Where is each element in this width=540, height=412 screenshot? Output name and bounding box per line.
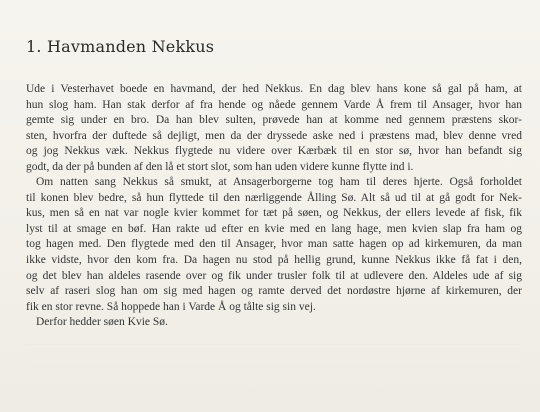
text-line: Derfor hedder søen Kvie Sø. <box>36 316 168 329</box>
text-line: til konen blev bedre, så hun flyttede til den nærliggende Ålling Sø. Alt så ud til at gå godt for Nek- <box>26 191 522 204</box>
text-line: og jog Nekkus væk. Nekkus flygtede nu videre over Kærbæk til en stor sø, hvor han befandt sig <box>26 145 522 158</box>
text-line: godt, da der på bunden af den lå et stort slot, som han uden videre kunne flytte ind i. <box>26 160 414 173</box>
text-line: ikke vidste, hvor den kom fra. Da hagen nu stod på hellig grund, kunne Nekkus ikke få fat i den, <box>26 254 522 267</box>
story-text <box>26 82 522 331</box>
text-line: lyst til at smage en bøf. Han rakte ud efter en kvie med en lang hage, men kvien slap fra ham og <box>26 222 522 235</box>
text-line: selv af raseri slog han om sig med hagen og ramte derved det nordøstre hjørne af kirkemuren, der <box>26 285 522 298</box>
text-line: Om natten sang Nekkus så smukt, at Ansagerborgerne tog ham til deres hjerte. Også forholdet <box>36 176 522 189</box>
text-line: Ude i Vesterhavet boede en havmand, der hed Nekkus. En dag blev hans kone så gal på ham, at <box>26 83 522 95</box>
text-line: og det blev han aldeles rasende over og fik under trusler folk til at udlevere den. Aldeles ude af sig <box>26 269 522 282</box>
text-line: kus, men så en nat var nogle kvier kommet for tæt på søen, og Nekkus, der ellers levede af fisk, fik <box>26 207 522 220</box>
text-line: gemte sig under en bro. Da han blev sulten, prøvede han at komme ned gennem præstens skor- <box>26 114 522 127</box>
text-line: hun slog ham. Han stak derfor af fra hende og nåede gennem Varde Å frem til Ansager, hvor han <box>26 98 522 111</box>
page-title: 1. Havmanden Nekkus <box>26 37 215 56</box>
page-divider <box>26 366 522 367</box>
page-divider <box>26 344 522 345</box>
text-line: fik en stor revne. Så hoppede han i Varde Å og tålte sig sin vej. <box>26 300 316 313</box>
text-line: tog hagen med. Den flygtede med den til Ansager, hvor man satte hagen op ad kirkemuren, da man <box>26 238 522 251</box>
text-line: sten, hvorfra der duftede så dejligt, men da der dryssede aske ned i præstens mad, blev denne vred <box>26 129 522 142</box>
